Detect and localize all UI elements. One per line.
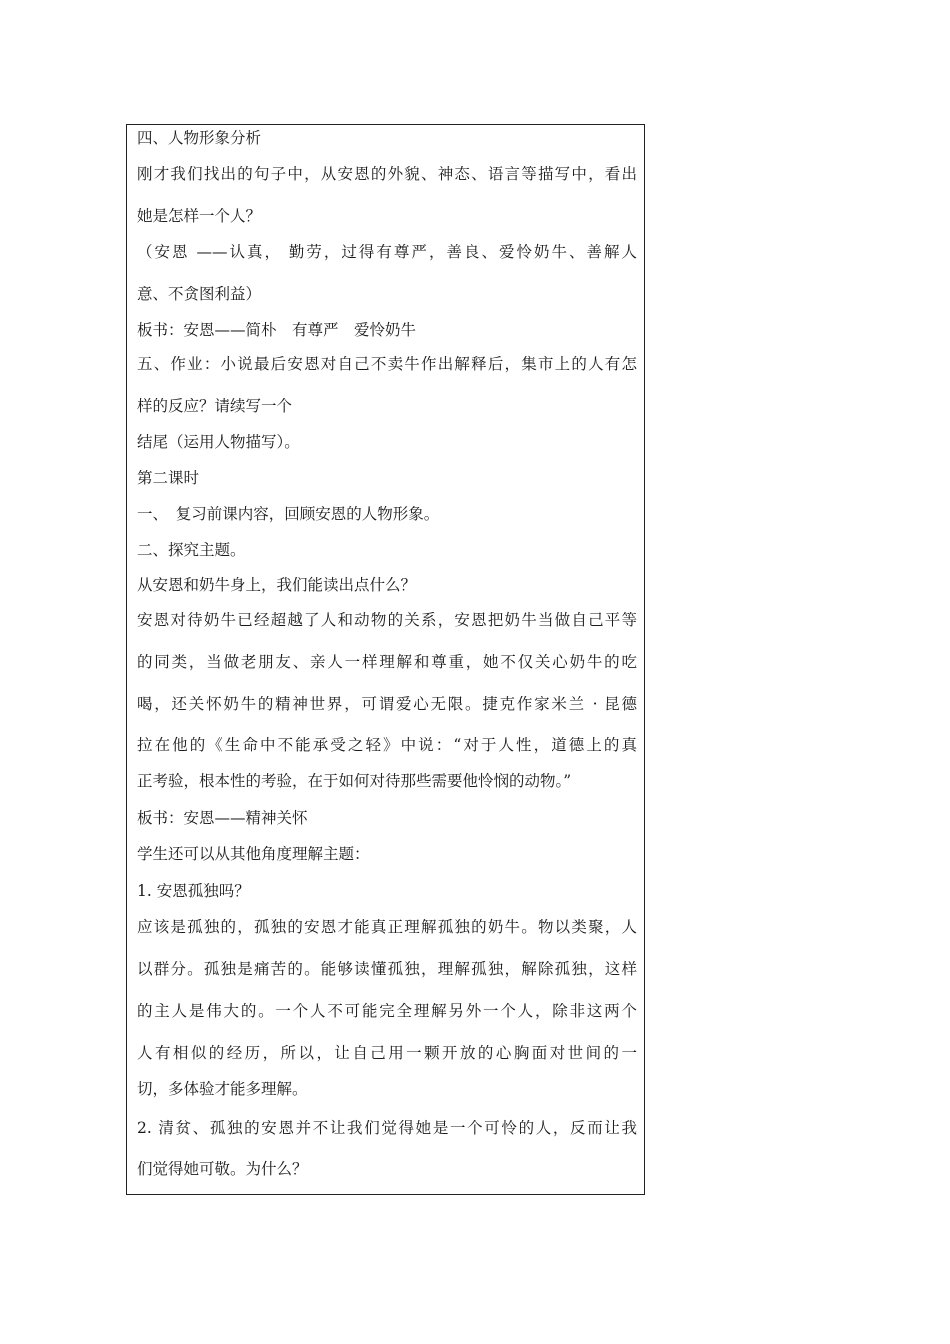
text-line: 她是怎样一个人？ — [137, 207, 262, 225]
text-line: 二、探究主题。 — [137, 541, 246, 559]
text-line: 们觉得她可敬。为什么？ — [137, 1160, 308, 1178]
text-line: 一、 复习前课内容，回顾安恩的人物形象。 — [137, 505, 440, 523]
text-line: 1. 安恩孤独吗？ — [137, 882, 250, 900]
text-line: 应该是孤独的，孤独的安恩才能真正理解孤独的奶牛。物以类聚，人 — [137, 918, 637, 936]
text-line: 刚才我们找出的句子中，从安恩的外貌、神态、语言等描写中，看出 — [137, 165, 637, 183]
text-line: 意、不贪图利益） — [137, 285, 262, 303]
text-line: 以群分。孤独是痛苦的。能够读懂孤独，理解孤独，解除孤独，这样 — [137, 960, 637, 978]
text-line: 切，多体验才能多理解。 — [137, 1080, 308, 1098]
text-line: 样的反应？请续写一个 — [137, 397, 293, 415]
text-line: （安恩 ——认真， 勤劳，过得有尊严，善良、爱怜奶牛、善解人 — [137, 243, 637, 261]
text-line: 喝，还关怀奶牛的精神世界，可谓爱心无限。捷克作家米兰 · 昆德 — [137, 695, 637, 713]
text-line: 的主人是伟大的。一个人不可能完全理解另外一个人，除非这两个 — [137, 1002, 637, 1020]
text-line: 人有相似的经历，所以，让自己用一颗开放的心胸面对世间的一 — [137, 1044, 637, 1062]
text-line: 第二课时 — [137, 469, 200, 487]
text-line: 拉在他的《生命中不能承受之轻》中说：“对于人性，道德上的真 — [137, 736, 637, 754]
text-line: 正考验，根本性的考验，在于如何对待那些需要他怜悯的动物。” — [137, 772, 572, 790]
text-line: 四、人物形象分析 — [137, 129, 262, 147]
text-line: 板书：安恩——简朴 有尊严 爱怜奶牛 — [137, 321, 417, 339]
text-line: 的同类，当做老朋友、亲人一样理解和尊重，她不仅关心奶牛的吃 — [137, 653, 637, 671]
text-line: 从安恩和奶牛身上，我们能读出点什么？ — [137, 576, 417, 594]
text-line: 结尾（运用人物描写）。 — [137, 433, 300, 451]
text-line: 2. 清贫、孤独的安恩并不让我们觉得她是一个可怜的人，反而让我 — [137, 1119, 637, 1137]
text-line: 板书：安恩——精神关怀 — [137, 809, 308, 827]
text-line: 学生还可以从其他角度理解主题： — [137, 845, 370, 863]
text-line: 安恩对待奶牛已经超越了人和动物的关系，安恩把奶牛当做自己平等 — [137, 611, 637, 629]
lesson-plan-box — [126, 124, 645, 1195]
text-line: 五、作业：小说最后安恩对自己不卖牛作出解释后，集市上的人有怎 — [137, 355, 637, 373]
